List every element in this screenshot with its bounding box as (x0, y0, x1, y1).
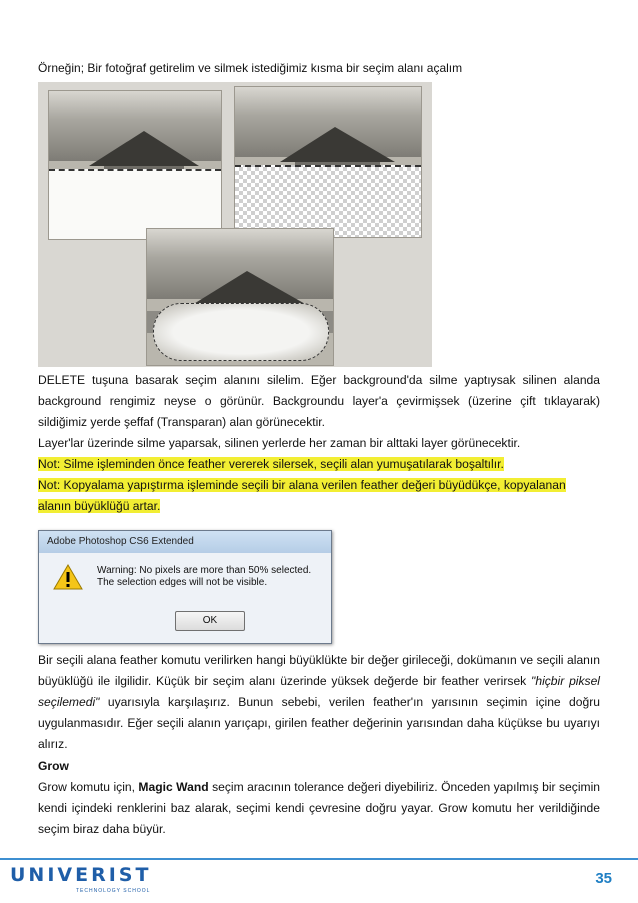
page-number: 35 (595, 870, 612, 887)
warning-quote: "hiçbir piksel seçilemedi" (38, 674, 600, 709)
logo-subtitle: TECHNOLOGY SCHOOL (76, 888, 151, 894)
dialog-message: Warning: No pixels are more than 50% selected. The selection edges will not be visible. (97, 565, 312, 588)
dialog-title: Adobe Photoshop CS6 Extended (39, 531, 331, 553)
paragraph-grow: Grow komutu için, Magic Wand seçim aracının tolerance değeri diyebiliriz. Önceden yapılmış bir seçimin kendi içindeki renklerini baz alarak, seçimi kendi çevresine doğru yayar. Grow komutu her verildiğinde seçim biraz daha büyür. (38, 780, 600, 836)
photo-collage (38, 82, 432, 367)
footer-divider (0, 858, 638, 860)
logo-text: UNIVERIST (10, 864, 152, 886)
note-feather-delete: Not: Silme işleminden önce feather vererek silersek, seçili alan yumuşatılarak boşaltılır. (38, 457, 504, 471)
note-feather-copy: Not: Kopyalama yapıştırma işleminde seçili bir alana verilen feather değeri büyüdükçe, kopyalanan alanın büyüklüğü artar. (38, 478, 566, 513)
paragraph-feather-size: Bir seçili alana feather komutu verilirken hangi büyüklükte bir değer girileceği, dokümanın ve seçili alanın büyüklüğü ile ilgilidir. Küçük bir seçim alanı üzerinde yüksek değerde bir feather verirsek "hiçbir piksel seçilemedi" uyarısıyla karşılaşırız. Bunun sebebi, verilen feather'ın yarısının seçimin içine doğru uygulanmasıdır. Eğer seçili alanın yarıçapı, girilen feather değerinin yarısından daha küçükse bu uyarıyı alırız. (38, 653, 600, 751)
intro-text: Örneğin; Bir fotoğraf getirelim ve silmek istediğimiz kısma bir seçim alanı açalım (38, 61, 463, 75)
photo-selection-transparent (234, 86, 422, 238)
ok-button[interactable]: OK (175, 611, 245, 631)
paragraph-delete: DELETE tuşuna basarak seçim alanını silelim. Eğer background'da silme yaptıysak silinen alanda background rengimiz neyse o görünür. Backgroundu layer'a çevirmişsek (üzerine çift tıklayarak) sildiğimiz yerde şeffaf (Transparan) alan görünecektir. (38, 373, 600, 429)
paragraph-layers: Layer'lar üzerinde silme yaparsak, silinen yerlerde her zaman bir alttaki layer görünecektir. (38, 436, 521, 450)
univerist-logo (10, 862, 160, 898)
photo-selection-white (48, 90, 222, 240)
grow-heading: Grow (38, 759, 69, 773)
warning-icon (53, 563, 83, 591)
warning-dialog (38, 530, 332, 644)
photo-selection-feathered (146, 228, 334, 366)
